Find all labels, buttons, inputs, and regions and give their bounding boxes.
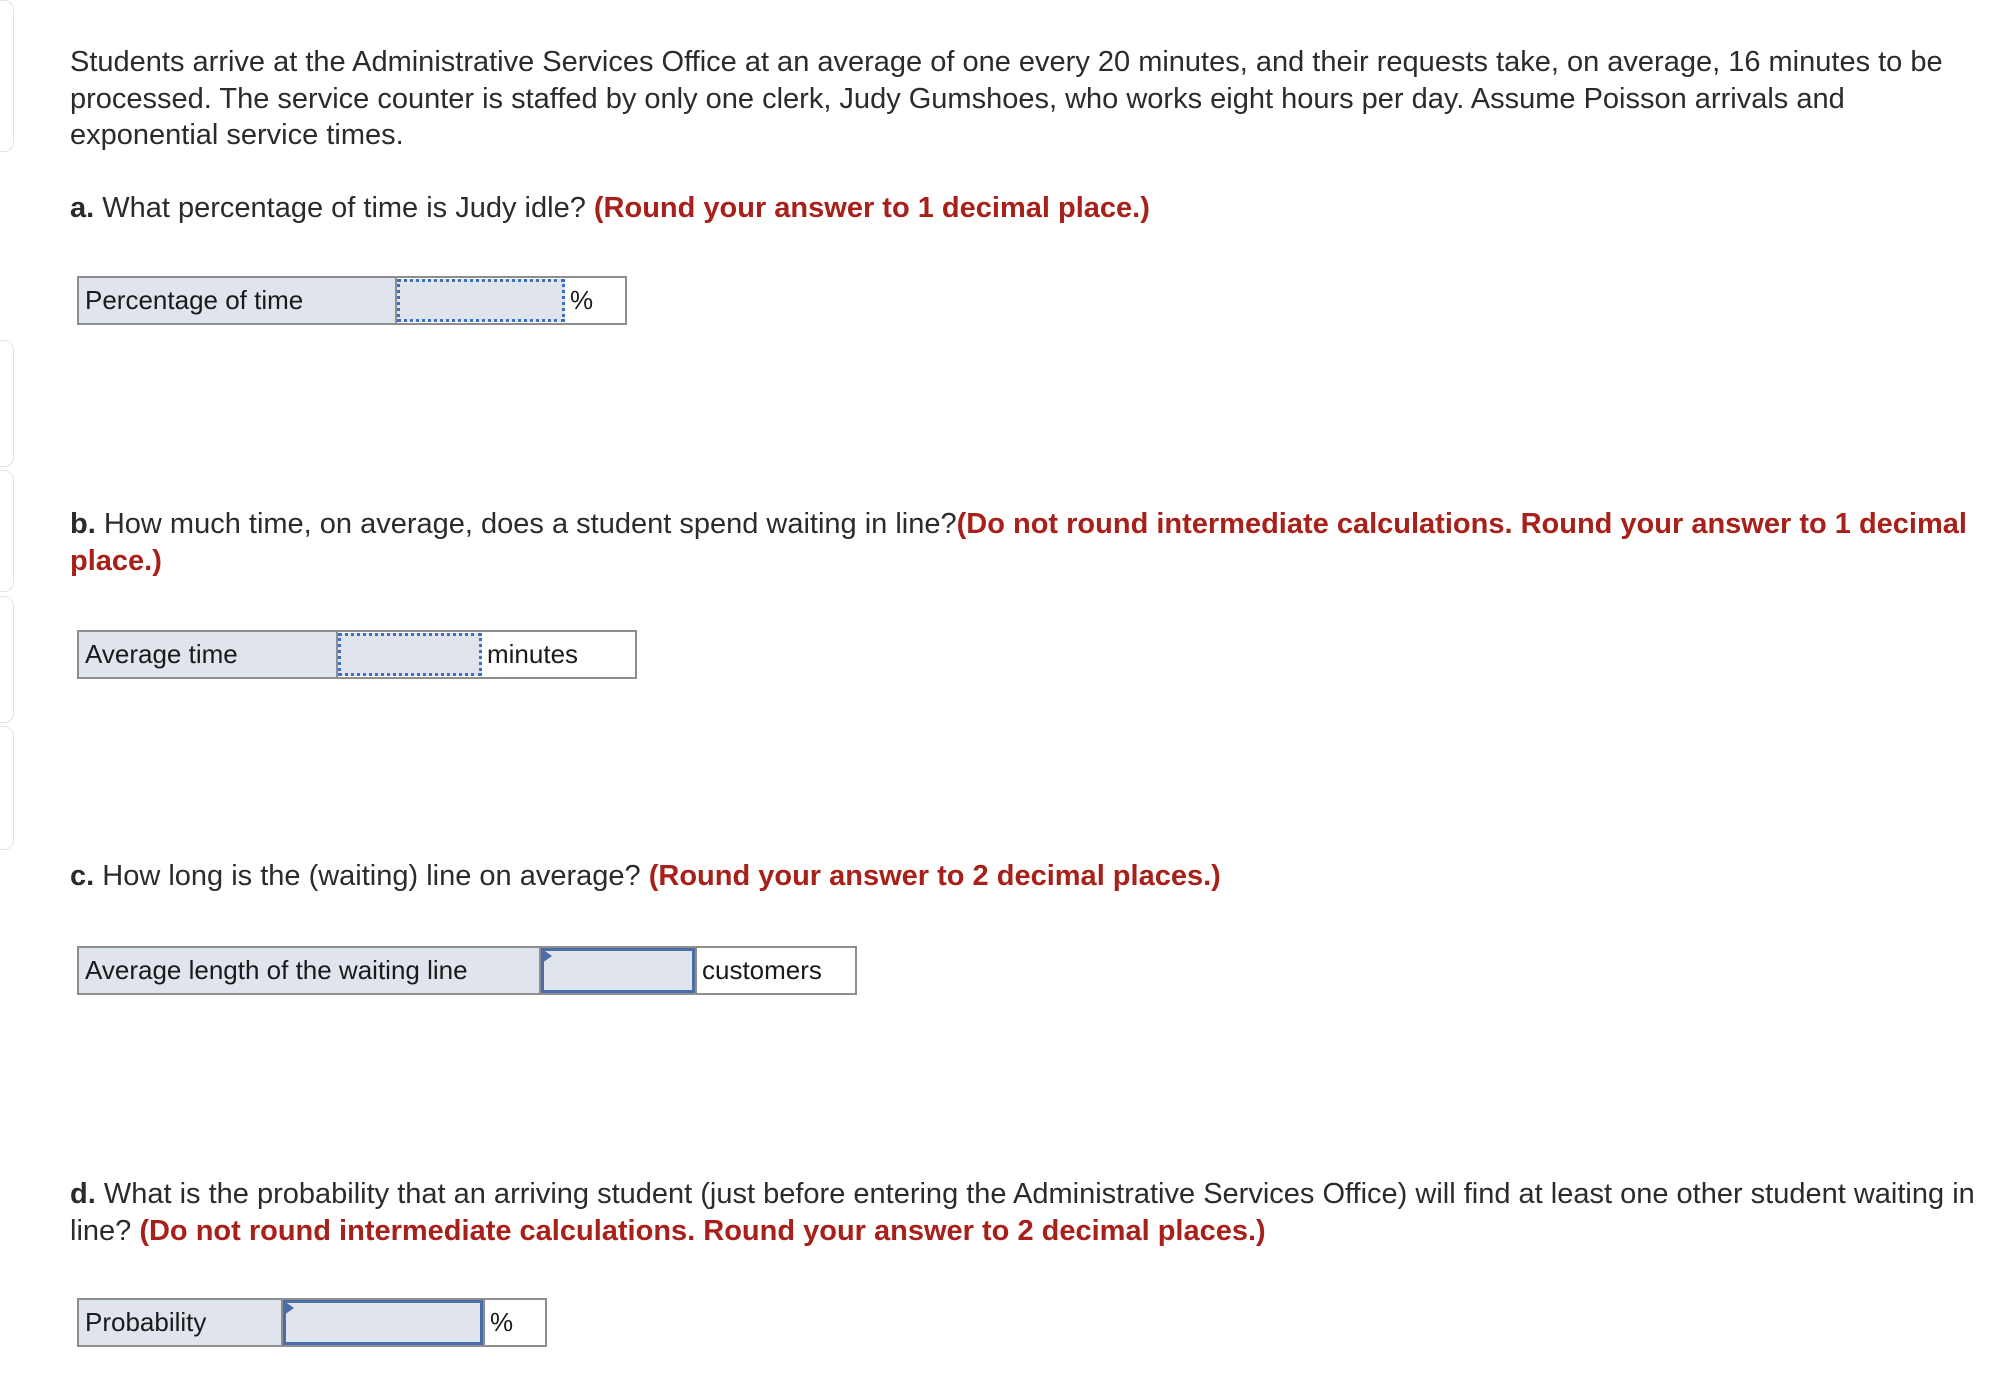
flag-icon	[542, 949, 552, 963]
question-c-text: How long is the (waiting) line on average?	[94, 860, 649, 892]
question-a	[70, 190, 1975, 227]
probability-input[interactable]	[283, 1300, 483, 1345]
percentage-idle-input[interactable]	[397, 279, 565, 322]
answer-row-b	[77, 630, 637, 679]
edge-tab-1	[0, 0, 14, 152]
question-c-letter: c.	[70, 860, 95, 892]
answer-b-unit: minutes	[482, 632, 635, 677]
edge-tab-4	[0, 596, 14, 723]
edge-tab-3	[0, 470, 14, 592]
answer-d-label: Probability	[79, 1300, 283, 1345]
question-c	[70, 858, 1975, 895]
question-c-instruction: (Round your answer to 2 decimal places.)	[648, 860, 1221, 892]
question-b	[70, 506, 1975, 579]
problem-statement: Students arrive at the Administrative Services Office at an average of one every 20 minutes, and their requests take, on average, 16 minutes to be processed. The service counter is staffed by only one clerk, Judy Gumshoes, who works eight hours per day. Assume Poisson arrivals and exponential service times.	[70, 46, 1943, 151]
average-line-length-input[interactable]	[541, 948, 695, 993]
flag-icon	[284, 1301, 294, 1315]
edge-tab-2	[0, 340, 14, 467]
answer-c-unit: customers	[695, 948, 855, 993]
question-b-letter: b.	[70, 508, 96, 540]
answer-b-label: Average time	[79, 632, 338, 677]
answer-a-label: Percentage of time	[79, 278, 397, 323]
answer-c-label: Average length of the waiting line	[79, 948, 541, 993]
question-d	[70, 1176, 1975, 1249]
question-a-text: What percentage of time is Judy idle?	[94, 192, 594, 224]
edge-tab-5	[0, 726, 14, 850]
question-b-instruction: (Do not round intermediate calculations. Round your answer to 1 decimal place.)	[70, 508, 1967, 577]
question-d-instruction: (Do not round intermediate calculations. Round your answer to 2 decimal places.)	[139, 1214, 1266, 1247]
answer-d-unit: %	[483, 1300, 545, 1345]
question-a-instruction: (Round your answer to 1 decimal place.)	[593, 192, 1150, 224]
question-a-letter: a.	[70, 192, 95, 224]
answer-row-c	[77, 946, 857, 995]
answer-a-unit: %	[565, 278, 625, 323]
question-b-text: How much time, on average, does a student spend waiting in line?	[95, 508, 957, 540]
answer-row-a	[77, 276, 627, 325]
question-d-letter: d.	[70, 1178, 96, 1210]
answer-row-d	[77, 1298, 547, 1347]
average-wait-time-input[interactable]	[338, 633, 482, 676]
question-d-text: What is the probability that an arriving student (just before entering the Administrative Services Office) will find at least one other student waiting in line?	[70, 1178, 1975, 1247]
